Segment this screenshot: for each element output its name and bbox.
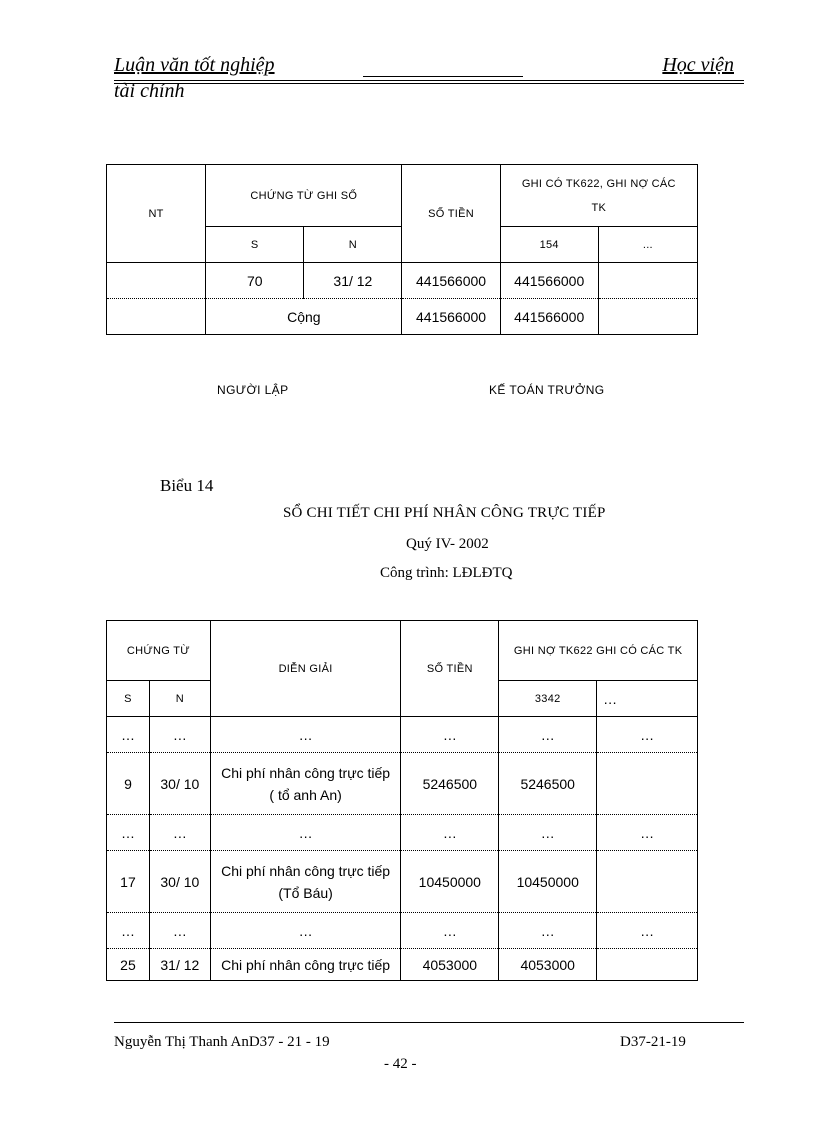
cell-nt (107, 263, 206, 299)
cell-tk154: 441566000 (500, 263, 598, 299)
cell-diengiai-line2: ( tổ anh An) (269, 786, 342, 803)
cell-n: … (149, 717, 210, 753)
cell-s: 17 (107, 851, 150, 913)
col-header-chungtu: CHỨNG TỪ GHI SỔ (206, 165, 402, 227)
page-title: SỔ CHI TIẾT CHI PHÍ NHÂN CÔNG TRỰC TIẾP (283, 505, 606, 521)
table-row (107, 815, 698, 851)
project-label: Công trình: LĐLĐTQ (380, 565, 513, 581)
total-row (107, 299, 698, 335)
cell-n: … (149, 913, 210, 949)
col-header-sotien: SỐ TIỀN (401, 621, 499, 717)
cell-n: 31/ 12 (149, 949, 210, 981)
cell-nt (107, 299, 206, 335)
page-number: - 42 - (384, 1056, 417, 1072)
col-header-chungtu: CHỨNG TỪ (107, 621, 211, 681)
footer-rule (114, 1022, 744, 1023)
header-divider (363, 76, 523, 77)
sub-header-n: N (149, 681, 210, 717)
cell-other (597, 753, 698, 815)
cell-s: 25 (107, 949, 150, 981)
cell-diengiai-line2: (Tổ Báu) (278, 884, 333, 901)
cell-diengiai-line1: Chi phí nhân công trực tiếp (221, 862, 391, 879)
cell-tk3342: 10450000 (499, 851, 597, 913)
footer-author: Nguyễn Thị Thanh AnD37 - 21 - 19 (114, 1034, 330, 1050)
cell-sotien: … (401, 815, 499, 851)
table-row (107, 753, 698, 815)
cell-s: … (107, 717, 150, 753)
cell-diengiai: … (210, 717, 401, 753)
sub-header-3342: 3342 (499, 681, 597, 717)
period-label: Quý IV- 2002 (406, 536, 489, 552)
total-other (598, 299, 697, 335)
sub-header-154: 154 (500, 227, 598, 263)
table-row (107, 851, 698, 913)
cell-tk3342: 5246500 (499, 753, 597, 815)
cell-diengiai: Chi phí nhân công trực tiếp (210, 949, 401, 981)
sub-header-more: ... (598, 227, 697, 263)
sub-header-n: N (304, 227, 402, 263)
cell-n: 31/ 12 (304, 263, 402, 299)
signature-chief-accountant: KẾ TOÁN TRƯỞNG (489, 383, 605, 397)
col-header-nt: NT (107, 165, 206, 263)
cell-other (597, 851, 698, 913)
cell-other: … (597, 717, 698, 753)
cell-sotien: 5246500 (401, 753, 499, 815)
table-row (107, 263, 698, 299)
cell-sotien: 441566000 (402, 263, 500, 299)
form-number: Biểu 14 (160, 476, 214, 495)
cell-diengiai (210, 753, 401, 815)
signature-preparer: NGƯỜI LẬP (217, 383, 289, 397)
cell-other: … (597, 913, 698, 949)
cell-other (598, 263, 697, 299)
header-title-continuation: tài chính (114, 80, 185, 102)
cell-n: 30/ 10 (149, 753, 210, 815)
table-row (107, 717, 698, 753)
header-title-right: Học viện (662, 54, 734, 76)
ledger-table-detail (106, 620, 698, 981)
sub-header-s: S (107, 681, 150, 717)
total-label: Cộng (206, 299, 402, 335)
col-header-sotien: SỐ TIỀN (402, 165, 500, 263)
col-header-diengiai: DIỄN GIẢI (210, 621, 401, 717)
cell-n: 30/ 10 (149, 851, 210, 913)
cell-sotien: 10450000 (401, 851, 499, 913)
cell-other: … (597, 815, 698, 851)
footer-code: D37-21-19 (620, 1034, 686, 1050)
cell-tk3342: … (499, 815, 597, 851)
cell-other (597, 949, 698, 981)
header-title-left: Luận văn tốt nghiệp (114, 54, 275, 76)
table-row (107, 949, 698, 981)
cell-s: … (107, 815, 150, 851)
total-sotien: 441566000 (402, 299, 500, 335)
sub-header-more: … (597, 681, 698, 717)
header-rule (114, 80, 744, 81)
cell-sotien: … (401, 913, 499, 949)
ledger-table-summary (106, 164, 698, 335)
cell-sotien: … (401, 717, 499, 753)
table-row (107, 913, 698, 949)
cell-n: … (149, 815, 210, 851)
cell-tk3342: … (499, 717, 597, 753)
cell-diengiai (210, 851, 401, 913)
total-tk154: 441566000 (500, 299, 598, 335)
cell-diengiai-line1: Chi phí nhân công trực tiếp (221, 764, 391, 781)
cell-s: 9 (107, 753, 150, 815)
header-rule (114, 83, 744, 84)
cell-tk3342: … (499, 913, 597, 949)
col-header-ghino: GHI NỢ TK622 GHI CÓ CÁC TK (499, 621, 698, 681)
cell-s: 70 (206, 263, 304, 299)
cell-sotien: 4053000 (401, 949, 499, 981)
cell-s: … (107, 913, 150, 949)
cell-tk3342: 4053000 (499, 949, 597, 981)
cell-diengiai: … (210, 815, 401, 851)
cell-diengiai: … (210, 913, 401, 949)
col-header-ghico: GHI CÓ TK622, GHI NỢ CÁC TK (500, 165, 697, 227)
sub-header-s: S (206, 227, 304, 263)
